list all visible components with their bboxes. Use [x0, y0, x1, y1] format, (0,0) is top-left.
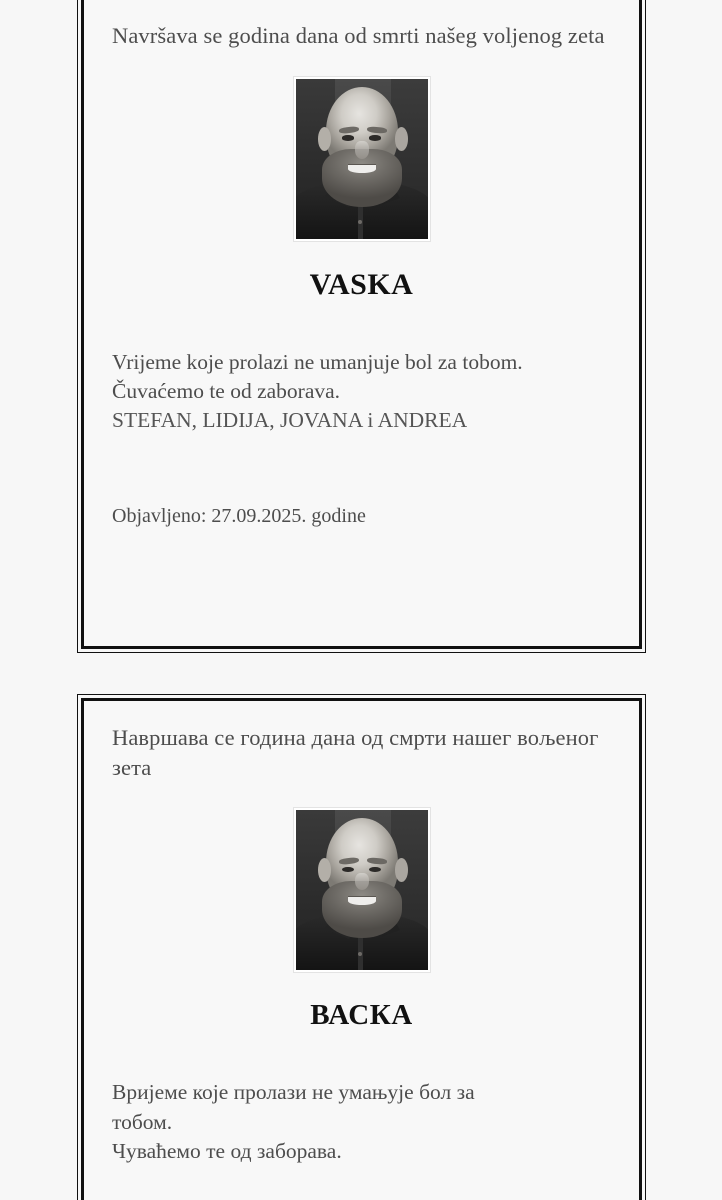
obituary-card-inner-border — [81, 698, 642, 1200]
deceased-name: ВАСКА — [310, 999, 413, 1032]
verse-line: тобом. — [112, 1109, 173, 1134]
verse-line: Чуваћемо те од заборава. — [112, 1138, 342, 1163]
portrait-photo — [296, 79, 428, 239]
portrait-photo-wrapper — [112, 808, 611, 972]
verse-line: Vrijeme koje prolazi ne umanjuje bol za tobom. — [112, 349, 523, 374]
obituary-card-cyrillic[interactable] — [77, 694, 646, 1200]
obituary-heading: Навршава се година дана од смрти нашег вољеног зета — [112, 725, 599, 780]
portrait-ear-left — [318, 127, 331, 151]
portrait-photo — [296, 810, 428, 970]
portrait-eye-left — [342, 135, 354, 140]
verse-line: Вријеме које пролази не умањује бол за — [112, 1080, 475, 1105]
obituary-heading: Navršava se godina dana od smrti našeg voljenog zeta — [112, 23, 605, 48]
portrait-eye-right — [369, 135, 381, 140]
verse-line: Čuvaćemo te od zaborava. — [112, 378, 341, 403]
portrait-mouth — [348, 897, 376, 905]
obituary-card-latin[interactable] — [77, 0, 646, 653]
portrait-nose — [355, 141, 370, 159]
portrait-photo-frame — [294, 77, 430, 241]
mourning-family: STEFAN, LIDIJA, JOVANA i ANDREA — [112, 408, 468, 433]
deceased-name: VASKA — [309, 267, 414, 301]
obituary-card-inner-border — [81, 0, 642, 649]
portrait-ear-right — [395, 127, 408, 151]
portrait-image — [296, 79, 428, 239]
obituary-card-body — [84, 701, 639, 1166]
portrait-ear-right — [395, 858, 408, 882]
portrait-image — [296, 810, 428, 970]
published-date: Objavljeno: 27.09.2025. godine — [112, 505, 366, 528]
obituary-verse — [112, 348, 611, 436]
obituary-verse — [112, 1078, 611, 1166]
portrait-photo-frame — [294, 808, 430, 972]
obituary-card-body — [84, 0, 639, 528]
portrait-photo-wrapper — [112, 77, 611, 241]
